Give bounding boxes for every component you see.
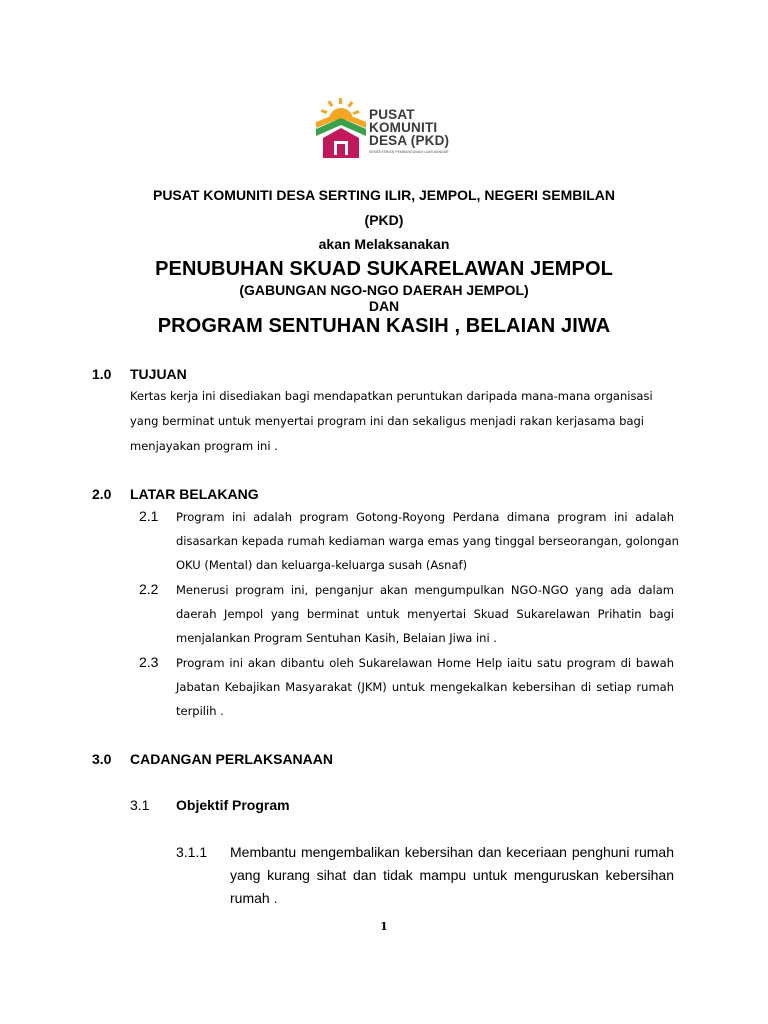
item-3-1-1-line: yang kurang sihat dan tidak mampu untuk menguruskan kebersihan bbox=[230, 867, 674, 883]
main-subtitle: (GABUNGAN NGO-NGO DAERAH JEMPOL) bbox=[239, 282, 529, 298]
main-dan: DAN bbox=[368, 298, 400, 314]
section-1-title: TUJUAN bbox=[130, 366, 187, 382]
section-3-number: 3.0 bbox=[92, 751, 112, 767]
item-2-2-line: daerah Jempol yang berminat untuk menyertai Skuad Sukarelawan Prihatin bagi bbox=[176, 607, 674, 621]
item-2-3-line: Program ini akan dibantu oleh Sukarelawan Home Help iaitu satu program di bawah bbox=[176, 656, 674, 670]
item-2-1-line: OKU (Mental) dan keluarga-keluarga susah (Asnaf) bbox=[176, 558, 468, 572]
logo-tagline: KEMENTERIAN PEMBANGUNAN LUAR BANDAR bbox=[369, 150, 449, 154]
logo-line-1: PUSAT bbox=[369, 107, 415, 122]
section-1-number: 1.0 bbox=[92, 366, 112, 382]
item-2-2-line: Menerusi program ini, penganjur akan mengumpulkan NGO-NGO yang ada dalam bbox=[176, 583, 674, 597]
pkd-house-sun-icon bbox=[313, 98, 369, 162]
item-2-3-line: Jabatan Kebajikan Masyarakat (JKM) untuk mengekalkan kebersihan di setiap rumah bbox=[176, 680, 674, 694]
header-line-1: PUSAT KOMUNITI DESA SERTING ILIR, JEMPOL, NEGERI SEMBILAN bbox=[152, 187, 616, 203]
main-title-2: PROGRAM SENTUHAN KASIH , BELAIAN JIWA bbox=[157, 315, 611, 337]
subsection-3-1-title: Objektif Program bbox=[176, 797, 290, 813]
header-line-3: akan Melaksanakan bbox=[318, 236, 450, 252]
item-2-1-line: Program ini adalah program Gotong-Royong Perdana dimana program ini adalah bbox=[176, 510, 674, 524]
item-2-3-number: 2.3 bbox=[139, 654, 159, 670]
section-3-title: CADANGAN PERLAKSANAAN bbox=[130, 751, 333, 767]
item-2-3-line: terpilih . bbox=[176, 704, 224, 718]
section-2-title: LATAR BELAKANG bbox=[130, 486, 259, 502]
subsection-3-1-number: 3.1 bbox=[130, 797, 150, 813]
page-number: 1 bbox=[380, 920, 388, 933]
item-3-1-1-line: rumah . bbox=[230, 890, 278, 906]
header-line-2: (PKD) bbox=[364, 212, 404, 228]
item-2-1-line: disasarkan kepada rumah kediaman warga emas yang tinggal berseorangan, golongan bbox=[176, 534, 679, 548]
section-1-line: menjayakan program ini . bbox=[130, 439, 278, 453]
logo-line-2: KOMUNITI bbox=[369, 120, 438, 135]
pkd-logo bbox=[313, 98, 473, 162]
section-1-line: yang berminat untuk menyertai program ini dan sekaligus menjadi rakan kerjasama bagi bbox=[130, 414, 644, 428]
item-3-1-1-line: Membantu mengembalikan kebersihan dan keceriaan penghuni rumah bbox=[230, 844, 674, 860]
logo-wordmark bbox=[369, 108, 449, 147]
section-1-line: Kertas kerja ini disediakan bagi mendapatkan peruntukan daripada mana-mana organisasi bbox=[130, 389, 653, 403]
item-3-1-1-number: 3.1.1 bbox=[176, 844, 208, 860]
section-2-number: 2.0 bbox=[92, 486, 112, 502]
main-title-1: PENUBUHAN SKUAD SUKARELAWAN JEMPOL bbox=[155, 258, 613, 280]
item-2-2-line: menjalankan Program Sentuhan Kasih, Belaian Jiwa ini . bbox=[176, 631, 497, 645]
item-2-2-number: 2.2 bbox=[139, 581, 159, 597]
item-2-1-number: 2.1 bbox=[139, 508, 159, 524]
logo-line-3: DESA (PKD) bbox=[369, 133, 450, 148]
